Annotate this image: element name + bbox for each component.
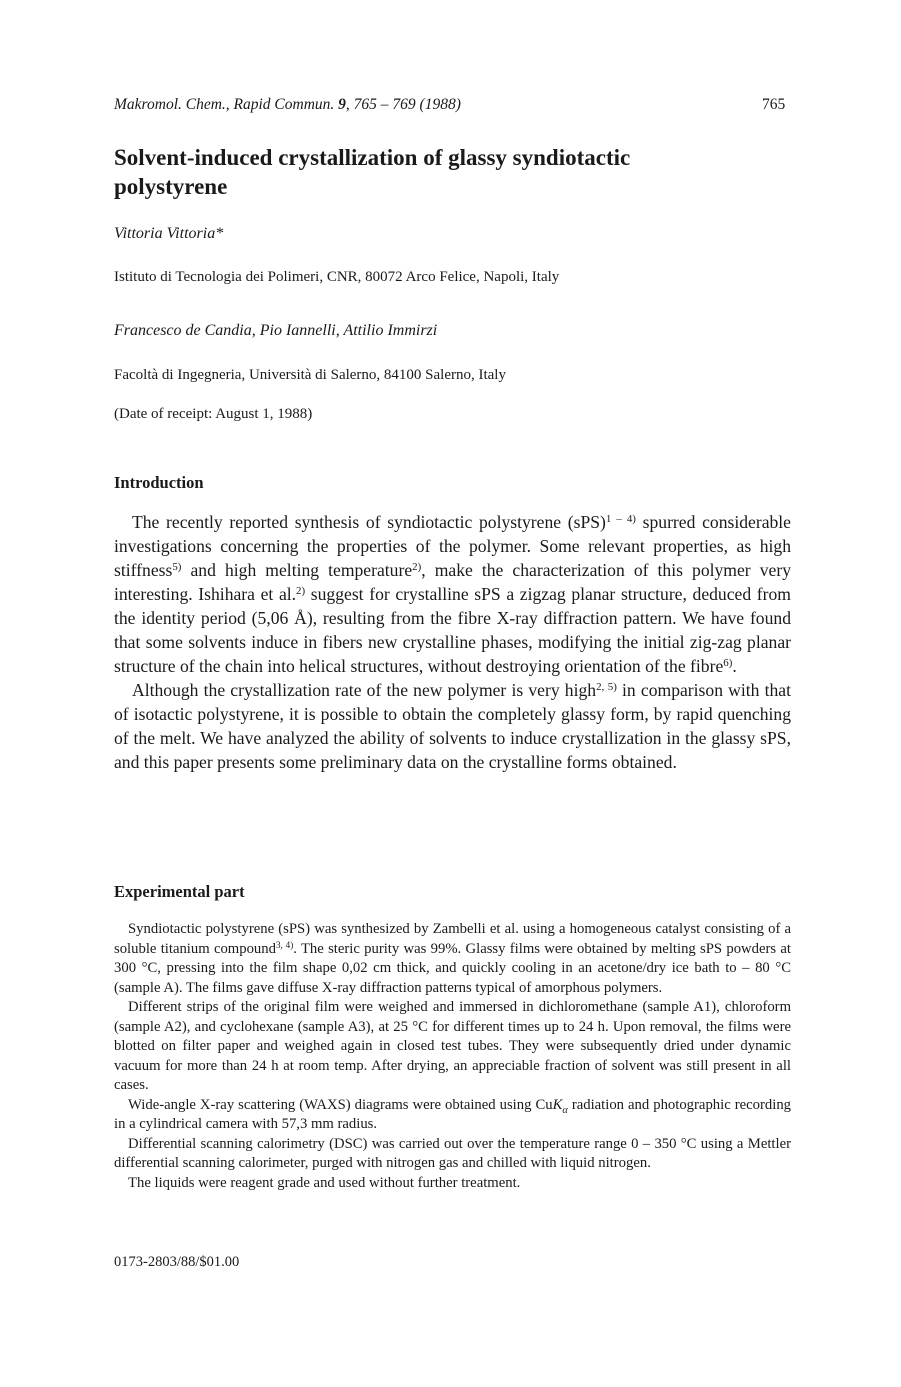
author-line-2: Francesco de Candia, Pio Iannelli, Attilio Immirzi [114,322,438,339]
experimental-paragraph-3: Wide-angle X-ray scattering (WAXS) diagrams were obtained using CuK$_\alpha$ radiation and photographic recording in a cylindrical camera with 57,3 mm radius. [114,1096,792,1132]
experimental-paragraph-2: Different strips of the original film were weighed and immersed in dichloromethane (sample A1), chloroform (sample A2), and cyclohexane (sample A3), at 25 °C for different times up to 24 h. Upon removal, the films were blotted on filter paper and weighed again in closed test tubes. They were subsequently dried under dynamic vacuum for more than 24 h at room temp. After drying, an appreciable fraction of solvent was still present in all cases. [114,999,791,1093]
paper-title: Solvent-induced crystallization of glassy syndiotactic polystyrene [114,145,631,199]
experimental-body [114,920,791,1193]
introduction-paragraph-2: Although the crystallization rate of the new polymer is very high$^{2, 5)}$ in comparison with that of isotactic polystyrene, it is possible to obtain the completely glassy form, by rapid quenching of the melt. We have analyzed the ability of solvents to induce crystallization in the glassy sPS, and this paper presents some preliminary data on the crystalline forms obtained. [114,680,791,772]
affiliation-line-2: Facoltà di Ingegneria, Università di Salerno, 84100 Salerno, Italy [114,367,506,383]
experimental-paragraph-5: The liquids were reagent grade and used without further treatment. [128,1174,521,1191]
introduction-body [114,510,791,774]
experimental-paragraph-1: Syndiotactic polystyrene (sPS) was synthesized by Zambelli et al. using a homogeneous catalyst consisting of a soluble titanium compound$^{3, 4)}$. The steric purity was 99%. Glassy films were obtained by melting sPS powders at 300 °C, pressing into the film shape 0,02 cm thick, and quickly cooling in an acetone/dry ice bath to – 80 °C (sample A). The films gave diffuse X-ray diffraction patterns typical of amorphous polymers. [114,921,792,996]
introduction-heading: Introduction [114,473,204,492]
journal-name: Makromol. Chem., Rapid Commun. [114,96,335,113]
footer-code: 0173-2803/88/$01.00 [114,1254,240,1270]
page-number: 765 [762,96,786,113]
journal-volume: 9 [338,96,346,113]
author-line-1: Vittoria Vittoria* [114,225,224,242]
journal-citation [114,96,461,114]
introduction-paragraph-1: The recently reported synthesis of syndiotactic polystyrene (sPS)$^{1 - 4)}$ spurred considerable investigations concerning the properties of the polymer. Some relevant properties, as high stiffness$^{5)}$ and high melting temperature$^{2)}$, make the characterization of this polymer very interesting. Ishihara et al.$^{2)}$ suggest for crystalline sPS a zigzag planar structure, deduced from the identity period (5,06 Å), resulting from the fibre X-ray diffraction pattern. We have found that some solvents induce in fibers new crystalline phases, modifying the initial zig-zag planar structure of the chain into helical structures, without destroying orientation of the fibre$^{6)}$. [114,512,791,676]
receipt-date: (Date of receipt: August 1, 1988) [114,406,313,422]
experimental-paragraph-4: Differential scanning calorimetry (DSC) was carried out over the temperature range 0 – 350 °C using a Mettler differential scanning calorimeter, purged with nitrogen gas and chilled with liquid nitrogen. [114,1135,791,1171]
affiliation-line-1: Istituto di Tecnologia dei Polimeri, CNR, 80072 Arco Felice, Napoli, Italy [114,269,560,285]
journal-pages-year: , 765 – 769 (1988) [345,96,461,113]
experimental-heading: Experimental part [114,882,245,901]
